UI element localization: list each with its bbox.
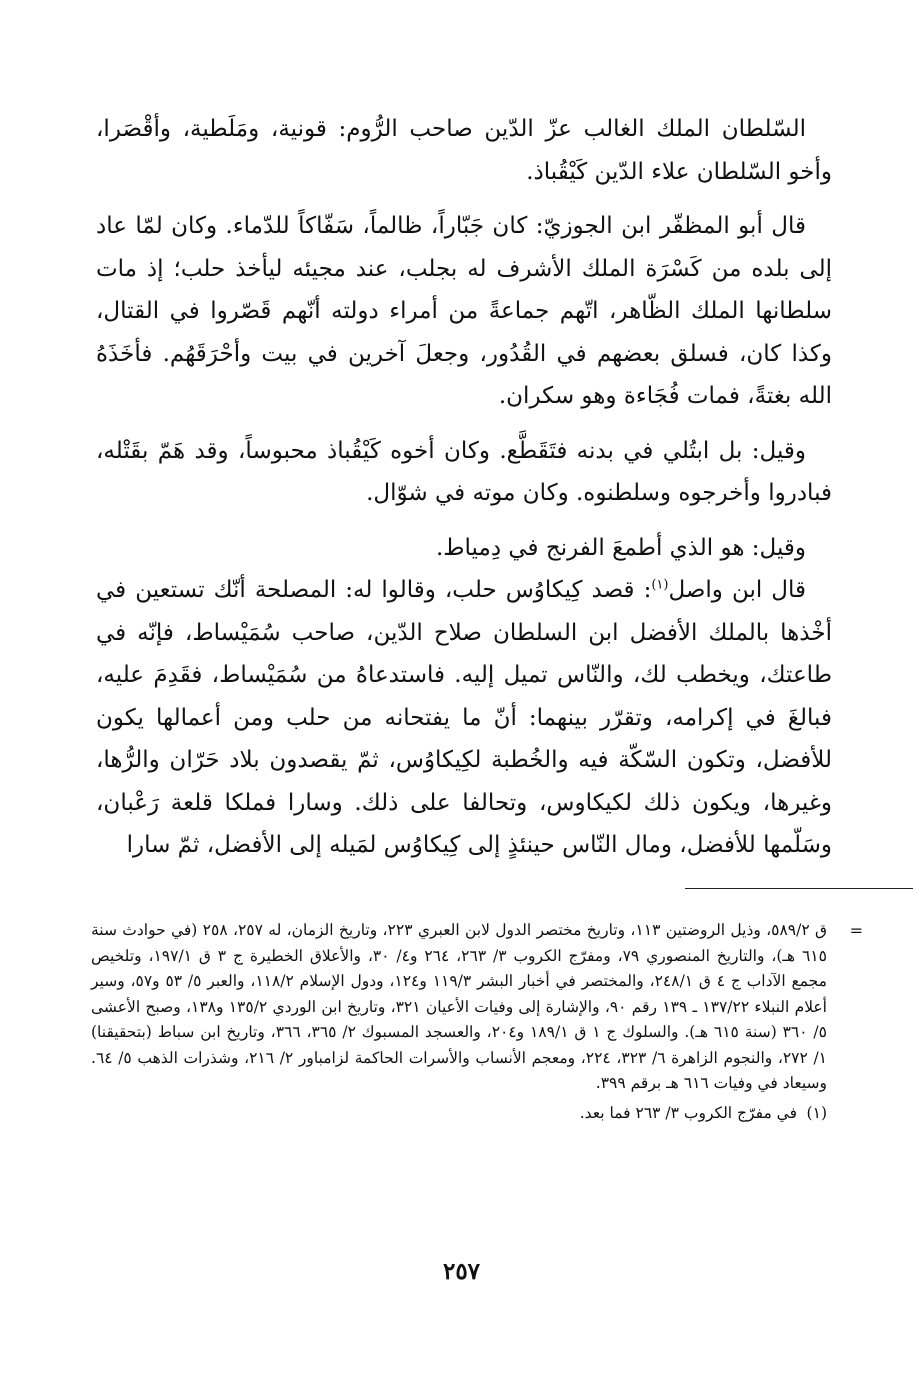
paragraph-5	[96, 569, 832, 867]
footnote-separator	[685, 888, 913, 889]
footnote-reference-1: (١)	[651, 577, 669, 593]
paragraph-3: وقيل: بل ابتُلي في بدنه فتَقَطَّع. وكان أخوه كَيْقُباذ محبوساً، وقد هَمّ بقَتْله، فبادروا وأخرجوه وسلطنوه. وكان موته في شوّال.	[96, 437, 832, 506]
paragraph-2: قال أبو المظفّر ابن الجوزيّ: كان جَبّاراً، ظالماً، سَفّاكاً للدّماء. وكان لمّا عاد إلى بلده من كَسْرَة الملك الأشرف له بجلب، عند مجيئه ليأخذ حلب؛ إذ مات سلطانها الملك الظّاهر، اتّهم جماعةً من أمراء دولته أنّهم قَصّروا في القتال، وكذا كان، فسلق بعضهم في القُدُور، وجعلَ آخرين في بيت وأحْرَقَهُم. فأخَذَهُ الله بغتةً، فمات فُجَاءة وهو سكران.	[96, 213, 832, 409]
footnote-1-text: في مفرّج الكروب ٣/ ٢٦٣ فما بعد.	[579, 1103, 797, 1122]
footnote-continuation: ق ٥٨٩/٢، وذيل الروضتين ١١٣، وتاريخ مختصر الدول لابن العبري ٢٢٣، وتاريخ الزمان، له ٢٥٧، ٢٥٨ (في حوادث سنة ٦١٥ هـ)، والتاريخ المنصوري ٧٩، ومفرّج الكروب ٣/ ٢٦٣، ٢٦٤ و٤/ ٣٠، والأعلاق الخطيرة ج ٣ ق ١٩٧/١، وتلخيص مجمع الآداب ج ٤ ق ٢٤٨/١، والمختصر في أخبار البشر ١١٩/٣ و١٢٤، ودول الإسلام ١١٨/٢، والعبر ٥/ ٥٣ و٥٧، وسير أعلام النبلاء ١٣٧/٢٢ ـ ١٣٩ رقم ٩٠، والإشارة إلى وفيات الأعيان ٣٢١، وتاريخ ابن الوردي ١٣٥/٢ و١٣٨، وصبح الأعشى ٥/ ٣٦٠ (سنة ٦١٥ هـ). والسلوك ج ١ ق ١٨٩/١ و٢٠٤، والعسجد المسبوك ٢/ ٣٦٥، ٣٦٦، وتاريخ ابن سباط (بتحقيقنا) ١/ ٢٧٢، والنجوم الزاهرة ٦/ ٣٢٣، ٢٢٤، ومعجم الأنساب والأسرات الحاكمة لزامباور ٢/ ٢١٦، وشذرات الذهب ٥/ ٦٤. وسيعاد في وفيات ٦١٦ هـ برقم ٣٩٩.	[91, 921, 828, 1092]
paragraph-4: وقيل: هو الذي أطمعَ الفرنج في دِمياط.	[435, 534, 806, 561]
main-text	[96, 108, 832, 867]
page-body	[96, 108, 832, 867]
footnote-1-number: (١)	[806, 1103, 827, 1122]
page-number: ٢٥٧	[442, 1258, 481, 1285]
continuation-mark: =	[849, 921, 863, 940]
paragraph-1: السّلطان الملك الغالب عزّ الدّين صاحب الرُّوم: قونية، ومَلَطية، وأقْصَرا، وأخو السّلطان علاء الدّين كَيْقُباذ.	[96, 116, 832, 185]
footnotes	[91, 918, 863, 1126]
paragraph-5-rest: : قصد كِيكاوُس حلب، وقالوا له: المصلحة أنّك تستعين في أخْذها بالملك الأفضل ابن السلطان صلاح الدّين، صاحب سُمَيْساط، فإنّه في طاعتك، ويخطب لك، والنّاس تميل إليه. فاستدعاهُ من سُمَيْساط، فقَدِمَ عليه، فبالغَ في إكرامه، وتقرّر بينهما: أنّ ما يفتحانه من حلب ومن أعمالها يكون للأفضل، وتكون السّكّة فيه والخُطبة لكِيكاوُس، ثمّ يقصدون بلاد حَرّان والرُّها، وغيرها، ويكون ذلك لكيكاوس، وتحالفا على ذلك. وسارا فملكا قلعة رَعْبان، وسَلّمها للأفضل، ومال النّاس حينئذٍ إلى كِيكاوُس لمَيله إلى الأفضل، ثمّ سارا	[96, 577, 832, 858]
paragraph-5-start: قال ابن واصل	[668, 577, 806, 603]
footnote-1	[91, 1101, 827, 1127]
